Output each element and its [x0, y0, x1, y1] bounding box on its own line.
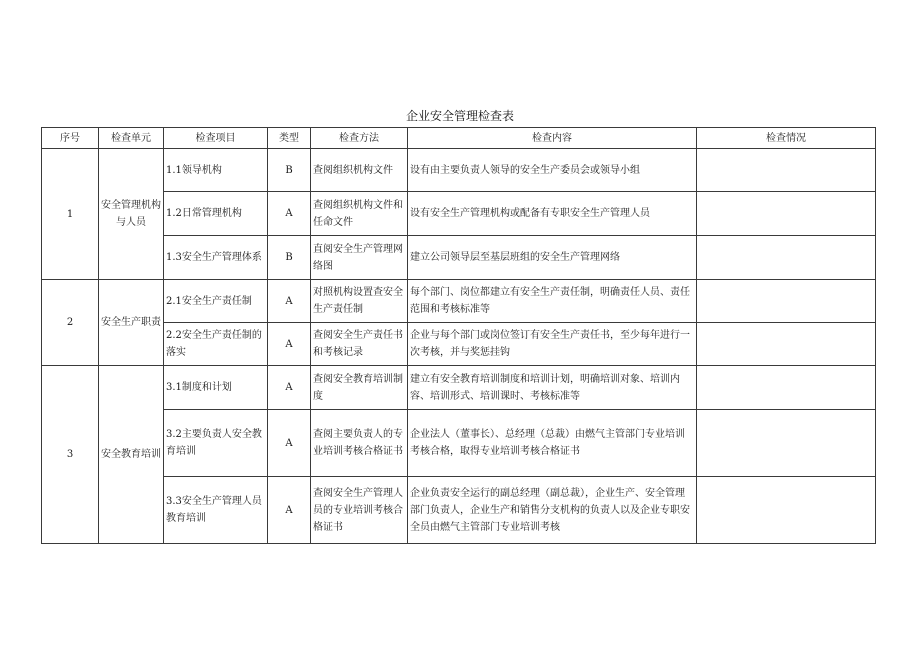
- check-content: 建立公司领导层至基层班组的安全生产管理网络: [408, 236, 697, 280]
- table-row: [42, 323, 876, 366]
- check-type: B: [268, 149, 311, 192]
- table-header-row: [42, 128, 876, 149]
- check-item: 2.1安全生产责任制: [164, 280, 268, 323]
- check-method: 直阅安全生产管理网络图: [311, 236, 408, 280]
- check-item: 1.3安全生产管理体系: [164, 236, 268, 280]
- header-type: 类型: [268, 128, 311, 149]
- table-row: [42, 477, 876, 544]
- check-type: A: [268, 280, 311, 323]
- table-row: [42, 280, 876, 323]
- check-content: 企业负责安全运行的副总经理（副总裁），企业生产、安全管理部门负责人，企业生产和销售分支机构的负责人以及企业专职安全员由燃气主管部门专业培训考核: [408, 477, 697, 544]
- check-method: 查阅主要负责人的专业培训考核合格证书: [311, 410, 408, 477]
- header-content: 检查内容: [408, 128, 697, 149]
- check-item: 3.1制度和计划: [164, 366, 268, 410]
- section-no: 3: [42, 366, 99, 544]
- check-method: 查阅安全生产管理人员的专业培训考核合格证书: [311, 477, 408, 544]
- check-item: 3.3安全生产管理人员教育培训: [164, 477, 268, 544]
- check-item: 1.2日常管理机构: [164, 192, 268, 236]
- check-item: 3.2主要负责人安全教育培训: [164, 410, 268, 477]
- check-content: 设有安全生产管理机构或配备有专职安全生产管理人员: [408, 192, 697, 236]
- check-type: A: [268, 477, 311, 544]
- table-row: [42, 410, 876, 477]
- section-unit: 安全管理机构与人员: [99, 149, 164, 280]
- header-item: 检查项目: [164, 128, 268, 149]
- page-title: 企业安全管理检查表: [405, 109, 514, 123]
- check-type: A: [268, 410, 311, 477]
- check-status[interactable]: [697, 366, 876, 410]
- check-method: 查阅安全教育培训制度: [311, 366, 408, 410]
- check-status[interactable]: [697, 323, 876, 366]
- check-status[interactable]: [697, 477, 876, 544]
- check-status[interactable]: [697, 236, 876, 280]
- check-content: 企业与每个部门或岗位签订有安全生产责任书，至少每年进行一次考核，并与奖惩挂钩: [408, 323, 697, 366]
- table-row: [42, 192, 876, 236]
- check-status[interactable]: [697, 149, 876, 192]
- check-status[interactable]: [697, 410, 876, 477]
- check-method: 查阅组织机构文件和任命文件: [311, 192, 408, 236]
- check-item: 2.2安全生产责任制的落实: [164, 323, 268, 366]
- check-type: A: [268, 366, 311, 410]
- check-status[interactable]: [697, 192, 876, 236]
- check-method: 查阅安全生产责任书和考核记录: [311, 323, 408, 366]
- header-unit: 检查单元: [99, 128, 164, 149]
- check-type: A: [268, 192, 311, 236]
- header-no: 序号: [42, 128, 99, 149]
- check-status[interactable]: [697, 280, 876, 323]
- table-row: [42, 149, 876, 192]
- section-no: 1: [42, 149, 99, 280]
- section-unit: 安全教育培训: [99, 366, 164, 544]
- check-content: 企业法人（董事长）、总经理（总裁）由燃气主管部门专业培训考核合格，取得专业培训考核合格证书: [408, 410, 697, 477]
- table-row: [42, 236, 876, 280]
- check-content: 设有由主要负责人领导的安全生产委员会或领导小组: [408, 149, 697, 192]
- table-row: [42, 366, 876, 410]
- check-method: 对照机构设置查安全生产责任制: [311, 280, 408, 323]
- check-content: 建立有安全教育培训制度和培训计划，明确培训对象、培训内容、培训形式、培训课时、考核标准等: [408, 366, 697, 410]
- check-content: 每个部门、岗位都建立有安全生产责任制，明确责任人员、责任范围和考核标准等: [408, 280, 697, 323]
- header-status: 检查情况: [697, 128, 876, 149]
- check-type: A: [268, 323, 311, 366]
- section-unit: 安全生产职责: [99, 280, 164, 366]
- checklist-table: [41, 127, 876, 544]
- check-type: B: [268, 236, 311, 280]
- check-item: 1.1领导机构: [164, 149, 268, 192]
- section-no: 2: [42, 280, 99, 366]
- header-method: 检查方法: [311, 128, 408, 149]
- check-method: 查阅组织机构文件: [311, 149, 408, 192]
